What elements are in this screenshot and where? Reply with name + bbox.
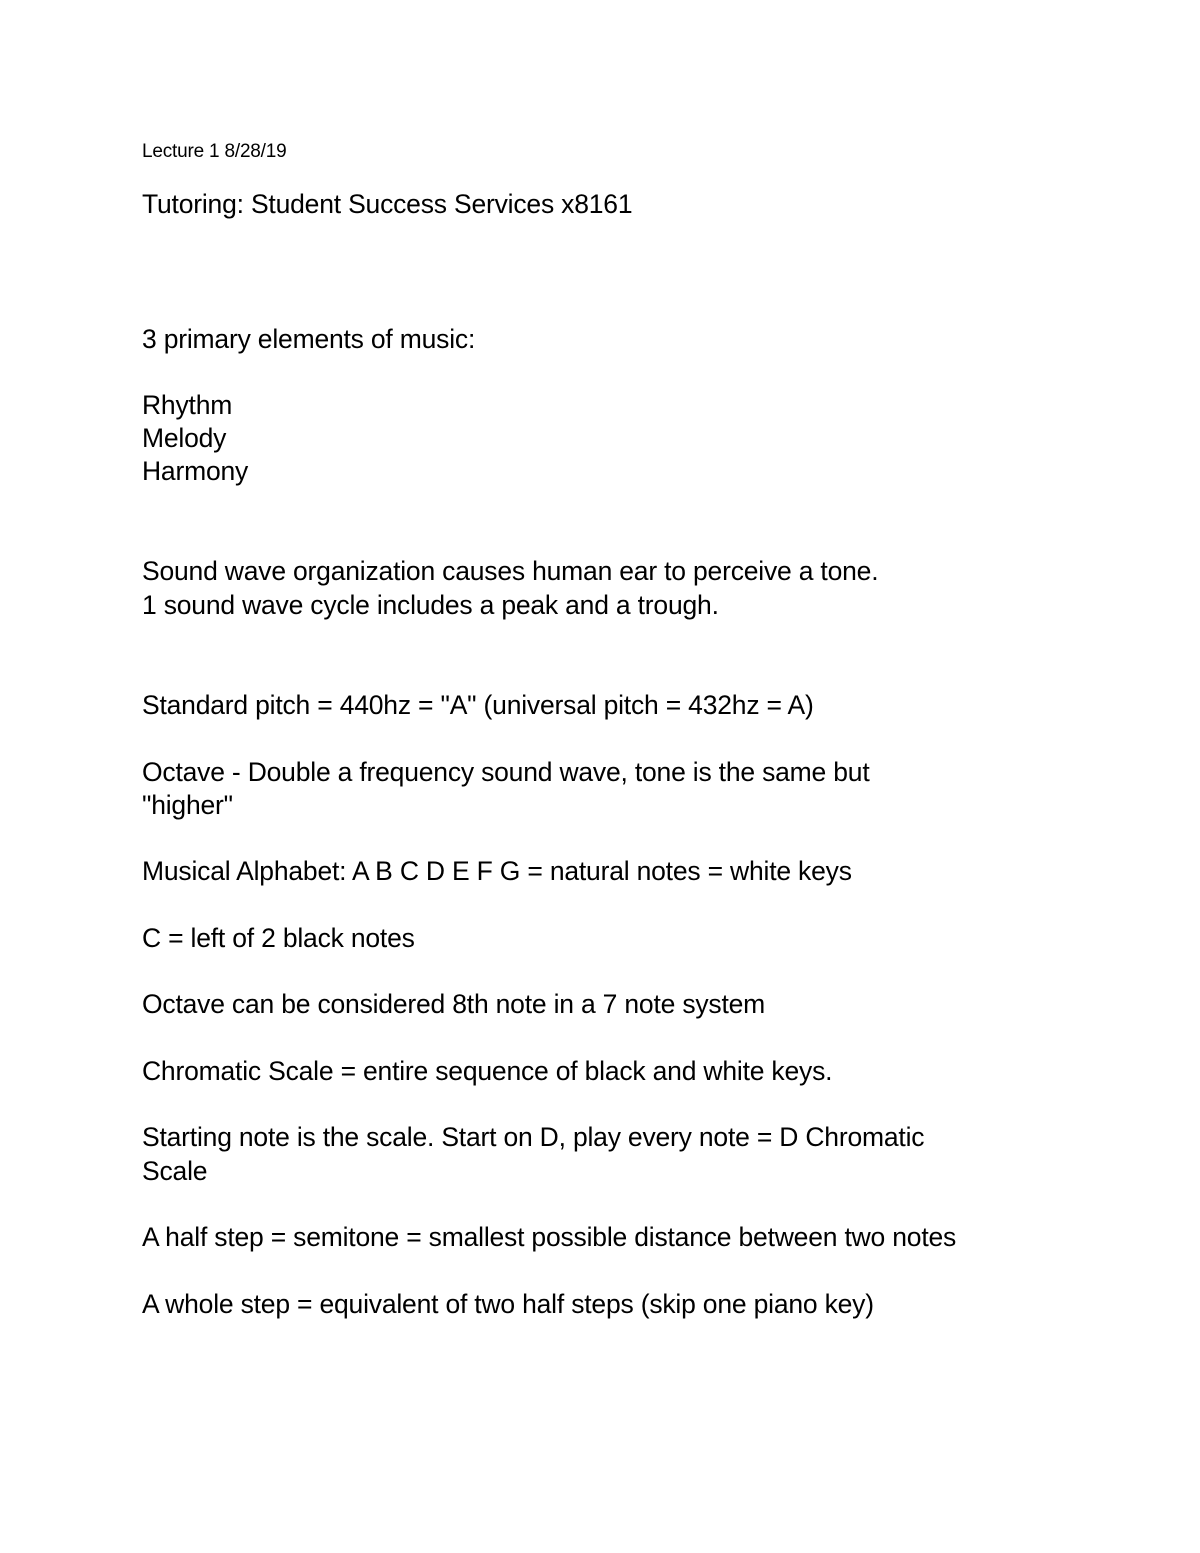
element-item-melody: Melody: [142, 423, 227, 453]
half-step-line: A half step = semitone = smallest possible distance between two notes: [142, 1222, 957, 1252]
chromatic-scale-line: Chromatic Scale = entire sequence of black and white keys.: [142, 1056, 833, 1086]
starting-note-line-1: Starting note is the scale. Start on D, play every note = D Chromatic: [142, 1122, 925, 1152]
element-item-rhythm: Rhythm: [142, 390, 233, 420]
lecture-header: Lecture 1 8/28/19: [142, 141, 287, 162]
starting-note-line-2: Scale: [142, 1156, 208, 1186]
elements-heading: 3 primary elements of music:: [142, 324, 476, 354]
whole-step-line: A whole step = equivalent of two half steps (skip one piano key): [142, 1289, 874, 1319]
octave-line-1: Octave - Double a frequency sound wave, tone is the same but: [142, 757, 870, 787]
standard-pitch-line: Standard pitch = 440hz = "A" (universal pitch = 432hz = A): [142, 690, 814, 720]
sound-wave-line-1: Sound wave organization causes human ear to perceive a tone.: [142, 556, 879, 586]
sound-wave-line-2: 1 sound wave cycle includes a peak and a trough.: [142, 590, 719, 620]
tutoring-line: Tutoring: Student Success Services x8161: [142, 189, 633, 219]
element-item-harmony: Harmony: [142, 456, 249, 486]
octave-line-2: "higher": [142, 790, 233, 820]
octave-eighth-line: Octave can be considered 8th note in a 7 note system: [142, 989, 766, 1019]
musical-alphabet-line: Musical Alphabet: A B C D E F G = natural notes = white keys: [142, 856, 852, 886]
c-note-line: C = left of 2 black notes: [142, 923, 415, 953]
